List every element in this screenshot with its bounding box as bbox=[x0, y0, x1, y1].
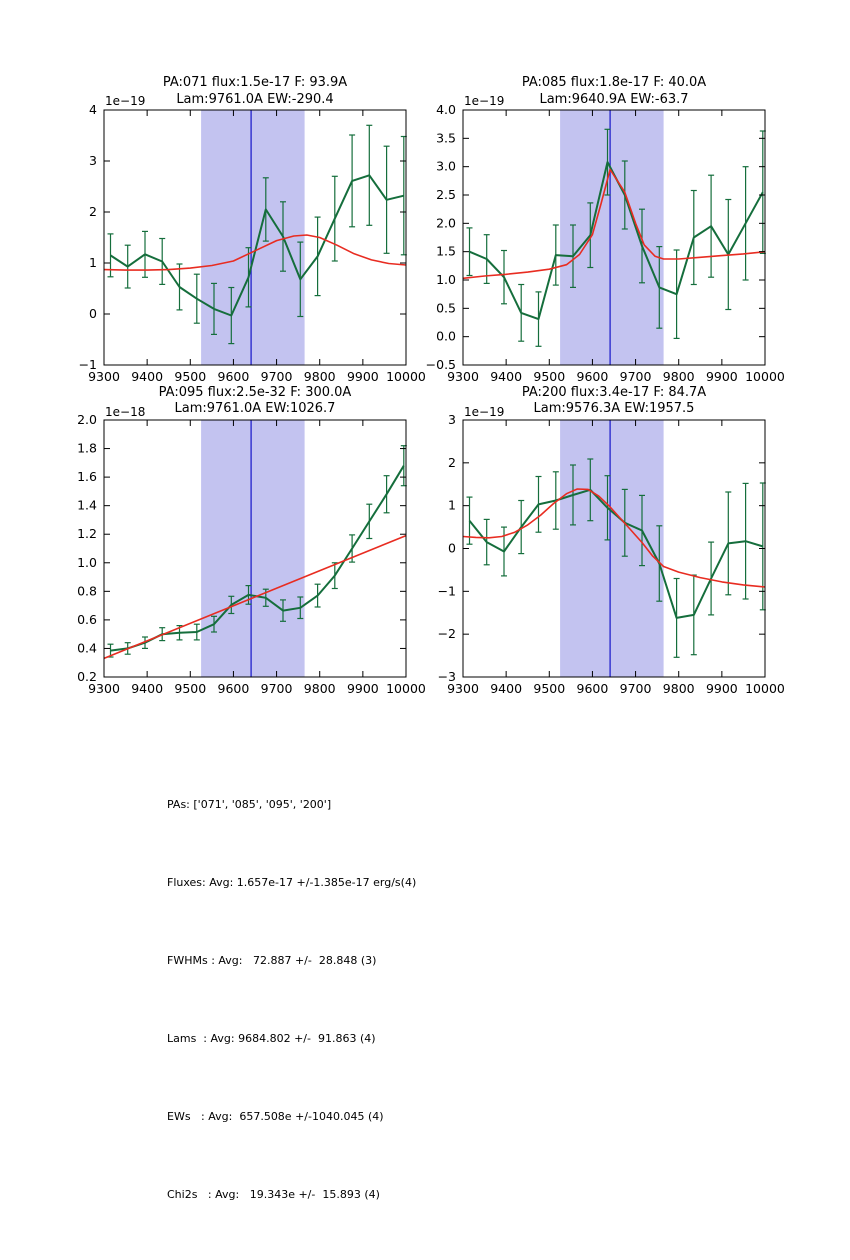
svg-text:9800: 9800 bbox=[303, 369, 336, 384]
svg-text:0.8: 0.8 bbox=[77, 583, 97, 599]
svg-text:−1: −1 bbox=[78, 357, 97, 372]
subplot-1-title-line2: Lam:9761.0A EW:-290.4 bbox=[176, 92, 334, 107]
svg-text:1.8: 1.8 bbox=[77, 440, 97, 456]
svg-text:3: 3 bbox=[448, 412, 456, 427]
svg-text:0.2: 0.2 bbox=[77, 669, 97, 684]
highlight-band bbox=[201, 420, 305, 677]
svg-text:1: 1 bbox=[448, 497, 456, 513]
subplot-3-title bbox=[104, 385, 406, 417]
svg-text:−3: −3 bbox=[437, 669, 456, 684]
svg-text:0.0: 0.0 bbox=[436, 328, 456, 344]
svg-text:9900: 9900 bbox=[705, 681, 738, 696]
svg-text:9500: 9500 bbox=[174, 369, 207, 384]
svg-text:−0.5: −0.5 bbox=[425, 357, 456, 372]
subplot-1-title-line1: PA:071 flux:1.5e-17 F: 93.9A bbox=[162, 75, 348, 90]
svg-text:0: 0 bbox=[448, 540, 456, 556]
subplot-2-offset-label: 1e−19 bbox=[464, 94, 505, 108]
svg-text:−2: −2 bbox=[437, 626, 456, 642]
subplot-2-title-line2: Lam:9640.9A EW:-63.7 bbox=[539, 92, 689, 107]
svg-text:9700: 9700 bbox=[260, 369, 293, 384]
svg-text:9300: 9300 bbox=[88, 681, 120, 696]
svg-text:4.0: 4.0 bbox=[436, 102, 456, 117]
svg-text:9300: 9300 bbox=[447, 681, 479, 696]
svg-text:9900: 9900 bbox=[346, 369, 379, 384]
subplot-4-title-line1: PA:200 flux:3.4e-17 F: 84.7A bbox=[521, 385, 707, 400]
svg-text:0.5: 0.5 bbox=[436, 300, 456, 316]
subplot-2-title bbox=[463, 74, 765, 108]
svg-text:0: 0 bbox=[89, 306, 97, 321]
summary-line-chi2s: Chi2s : Avg: 19.343e +/- 15.893 (4) bbox=[167, 1188, 380, 1201]
summary-line-ews: EWs : Avg: 657.508e +/-1040.045 (4) bbox=[167, 1110, 384, 1123]
svg-text:1.5: 1.5 bbox=[436, 243, 456, 259]
subplot-4-title bbox=[463, 385, 765, 417]
svg-text:9900: 9900 bbox=[346, 681, 379, 696]
svg-text:9900: 9900 bbox=[705, 369, 738, 384]
x-tick-labels bbox=[447, 681, 785, 696]
svg-text:9500: 9500 bbox=[174, 681, 207, 696]
summary-text bbox=[167, 740, 416, 1260]
svg-text:9400: 9400 bbox=[490, 369, 523, 384]
svg-text:9400: 9400 bbox=[490, 681, 523, 696]
svg-text:10000: 10000 bbox=[386, 681, 426, 696]
x-tick-labels bbox=[447, 369, 785, 384]
subplot-2-title-line1: PA:085 flux:1.8e-17 F: 40.0A bbox=[521, 75, 707, 90]
svg-text:1.4: 1.4 bbox=[77, 497, 97, 513]
summary-line-fwhms: FWHMs : Avg: 72.887 +/- 28.848 (3) bbox=[167, 954, 377, 967]
svg-text:10000: 10000 bbox=[745, 681, 785, 696]
subplot-4-offset-label: 1e−19 bbox=[464, 405, 505, 419]
svg-text:0.6: 0.6 bbox=[77, 611, 97, 627]
x-tick-labels bbox=[88, 369, 426, 384]
svg-text:1.2: 1.2 bbox=[77, 526, 97, 542]
svg-text:−1: −1 bbox=[437, 583, 456, 599]
subplot-1-offset-label: 1e−19 bbox=[105, 94, 146, 108]
subplot-1-title bbox=[104, 74, 406, 108]
svg-text:9500: 9500 bbox=[533, 369, 566, 384]
svg-text:3.0: 3.0 bbox=[436, 158, 456, 174]
y-tick-labels bbox=[79, 102, 97, 372]
summary-line-lams: Lams : Avg: 9684.802 +/- 91.863 (4) bbox=[167, 1032, 376, 1045]
svg-text:9600: 9600 bbox=[217, 369, 250, 384]
svg-text:9300: 9300 bbox=[88, 369, 120, 384]
svg-text:2.5: 2.5 bbox=[436, 187, 456, 202]
highlight-band bbox=[560, 110, 664, 365]
svg-text:0.4: 0.4 bbox=[77, 640, 97, 656]
svg-text:9700: 9700 bbox=[260, 681, 293, 696]
y-tick-labels bbox=[77, 412, 97, 684]
summary-line-fluxes: Fluxes: Avg: 1.657e-17 +/-1.385e-17 erg/s(4) bbox=[167, 876, 417, 889]
svg-text:9800: 9800 bbox=[303, 681, 336, 696]
subplot-4-title-line2: Lam:9576.3A EW:1957.5 bbox=[533, 401, 695, 416]
svg-text:9400: 9400 bbox=[131, 681, 164, 696]
highlight-band bbox=[560, 420, 664, 677]
svg-text:1: 1 bbox=[89, 255, 97, 270]
svg-text:2: 2 bbox=[89, 204, 97, 219]
summary-line-pas: PAs: ['071', '085', '095', '200'] bbox=[167, 798, 332, 811]
svg-text:9400: 9400 bbox=[131, 369, 164, 384]
subplot-3-offset-label: 1e−18 bbox=[105, 405, 146, 419]
subplot-pa-071 bbox=[79, 102, 426, 384]
svg-text:1.6: 1.6 bbox=[77, 469, 97, 485]
svg-text:10000: 10000 bbox=[745, 369, 785, 384]
svg-text:1.0: 1.0 bbox=[77, 554, 97, 570]
svg-text:9600: 9600 bbox=[217, 681, 250, 696]
y-tick-labels bbox=[426, 102, 456, 372]
svg-text:9600: 9600 bbox=[576, 369, 609, 384]
y-tick-labels bbox=[438, 412, 456, 684]
subplot-3-title-line2: Lam:9761.0A EW:1026.7 bbox=[174, 401, 336, 416]
svg-text:2: 2 bbox=[448, 454, 456, 470]
subplot-pa-085 bbox=[426, 102, 785, 384]
svg-text:9500: 9500 bbox=[533, 681, 566, 696]
svg-text:9800: 9800 bbox=[662, 369, 695, 384]
svg-text:10000: 10000 bbox=[386, 369, 426, 384]
subplot-pa-095 bbox=[77, 412, 426, 696]
subplot-pa-200 bbox=[438, 412, 785, 696]
svg-text:4: 4 bbox=[89, 102, 97, 117]
svg-text:9700: 9700 bbox=[619, 681, 652, 696]
svg-text:9300: 9300 bbox=[447, 369, 479, 384]
svg-text:1.0: 1.0 bbox=[436, 272, 456, 287]
svg-text:9700: 9700 bbox=[619, 369, 652, 384]
svg-text:9800: 9800 bbox=[662, 681, 695, 696]
x-tick-labels bbox=[88, 681, 426, 696]
svg-text:9600: 9600 bbox=[576, 681, 609, 696]
svg-text:2.0: 2.0 bbox=[436, 215, 456, 231]
subplot-3-title-line1: PA:095 flux:2.5e-32 F: 300.0A bbox=[158, 385, 352, 400]
svg-text:3.5: 3.5 bbox=[436, 130, 456, 146]
svg-text:3: 3 bbox=[89, 153, 97, 168]
svg-text:2.0: 2.0 bbox=[77, 412, 97, 427]
